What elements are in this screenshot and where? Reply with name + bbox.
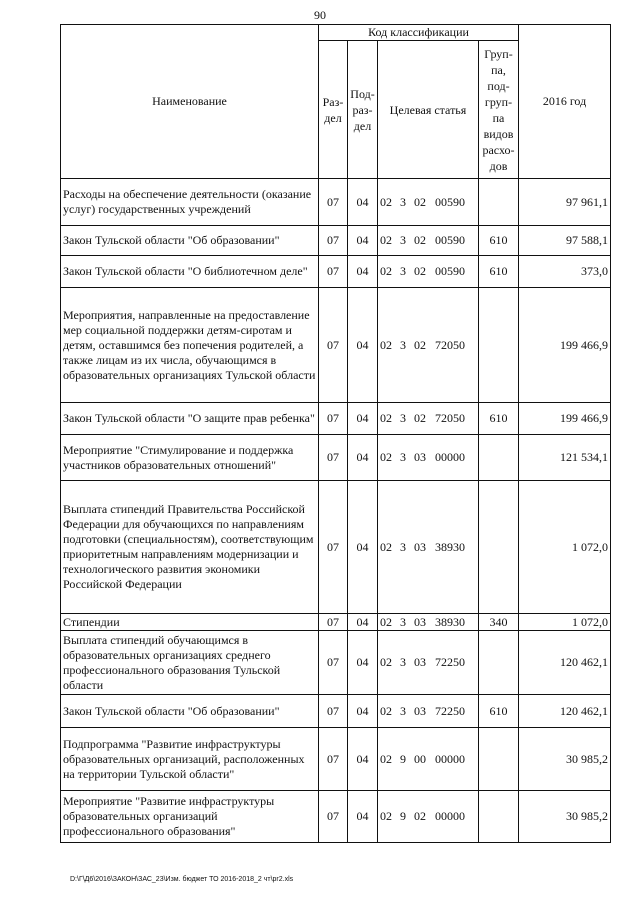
ts-subprogram: 3 (400, 233, 406, 247)
ts-event: 03 (414, 539, 426, 554)
ts-program: 02 (380, 655, 392, 669)
row-name: Мероприятия, направленные на предоставление мер социальной поддержки детям-сиротам и детям, оставшимся без попечения родителей, а также лицам из их числа, обучающимся в образовательных организациях Тульской области (61, 288, 319, 403)
row-name: Стипендии (61, 614, 319, 631)
row-razdel: 07 (319, 614, 348, 631)
table-row (61, 435, 611, 481)
table-row (61, 288, 611, 403)
ts-direction: 00590 (435, 264, 465, 278)
row-celevaya-statya (378, 256, 479, 288)
ts-subprogram: 9 (400, 809, 406, 823)
file-path-footer: D:\Г\Д6\2016\ЗАКОН\ЗАС_23\Изм. бюджет ТО 2016-2018_2 чт\pr2.xls (70, 876, 294, 883)
row-vid-rashodov (479, 435, 519, 481)
ts-subprogram: 3 (400, 194, 406, 209)
table-row (61, 614, 611, 631)
ts-program: 02 (380, 614, 392, 629)
row-name: Расходы на обеспечение деятельности (оказание услуг) государственных учреждений (61, 179, 319, 226)
ts-direction: 72050 (435, 337, 465, 352)
ts-subprogram: 3 (400, 614, 406, 629)
ts-program: 02 (380, 233, 392, 247)
row-vid-rashodov: 610 (479, 256, 519, 288)
row-podrazdel: 04 (348, 481, 378, 614)
row-amount: 30 985,2 (519, 791, 611, 843)
ts-event: 00 (414, 751, 426, 766)
ts-subprogram: 3 (400, 337, 406, 352)
row-name: Выплата стипендий Правительства Российской Федерации для обучающихся по направлениям подготовки (специальностям), соответствующим приоритетным направлениям модернизации и технологического развития экономики Российской Федерации (61, 481, 319, 614)
row-celevaya-statya (378, 631, 479, 695)
ts-program: 02 (380, 264, 392, 278)
row-amount: 199 466,9 (519, 403, 611, 435)
ts-event: 03 (414, 450, 426, 464)
ts-subprogram: 3 (400, 450, 406, 464)
ts-direction: 00590 (435, 233, 465, 247)
header-year: 2016 год (519, 25, 611, 179)
row-razdel: 07 (319, 728, 348, 791)
row-podrazdel: 04 (348, 728, 378, 791)
row-vid-rashodov (479, 288, 519, 403)
row-vid-rashodov (479, 179, 519, 226)
ts-direction: 72250 (435, 703, 465, 718)
ts-program: 02 (380, 194, 392, 209)
ts-event: 02 (414, 809, 426, 823)
row-podrazdel: 04 (348, 179, 378, 226)
row-celevaya-statya (378, 288, 479, 403)
row-podrazdel: 04 (348, 435, 378, 481)
header-row-top (61, 25, 611, 41)
row-podrazdel: 04 (348, 631, 378, 695)
ts-direction: 38930 (435, 614, 465, 629)
ts-subprogram: 9 (400, 751, 406, 766)
ts-program: 02 (380, 337, 392, 352)
row-vid-rashodov: 610 (479, 403, 519, 435)
budget-table (60, 24, 611, 843)
ts-direction: 72050 (435, 411, 465, 425)
table-row (61, 631, 611, 695)
row-vid-rashodov (479, 791, 519, 843)
row-vid-rashodov (479, 481, 519, 614)
row-razdel: 07 (319, 256, 348, 288)
ts-event: 03 (414, 655, 426, 669)
row-celevaya-statya (378, 226, 479, 256)
row-vid-rashodov (479, 728, 519, 791)
row-amount: 121 534,1 (519, 435, 611, 481)
ts-direction: 00000 (435, 751, 465, 766)
header-celevaya-statya: Целевая статья (378, 41, 479, 179)
row-amount: 97 961,1 (519, 179, 611, 226)
row-razdel: 07 (319, 226, 348, 256)
table-body (61, 179, 611, 843)
table-row (61, 695, 611, 728)
row-name: Мероприятие "Развитие инфраструктуры образовательных организаций профессионального образования" (61, 791, 319, 843)
row-celevaya-statya (378, 403, 479, 435)
row-amount: 199 466,9 (519, 288, 611, 403)
ts-event: 03 (414, 703, 426, 718)
row-name: Мероприятие "Стимулирование и поддержка участников образовательных отношений" (61, 435, 319, 481)
table-row (61, 226, 611, 256)
ts-subprogram: 3 (400, 655, 406, 669)
ts-event: 02 (414, 233, 426, 247)
row-vid-rashodov: 340 (479, 614, 519, 631)
header-podrazdel: Под- раз- дел (348, 41, 378, 179)
row-amount: 373,0 (519, 256, 611, 288)
row-name: Подпрограмма "Развитие инфраструктуры образовательных организаций, расположенных на территории Тульской области" (61, 728, 319, 791)
row-name: Выплата стипендий обучающимся в образовательных организациях среднего профессионального образования Тульской области (61, 631, 319, 695)
row-amount: 1 072,0 (519, 481, 611, 614)
table-row (61, 728, 611, 791)
ts-direction: 72250 (435, 655, 465, 669)
ts-subprogram: 3 (400, 264, 406, 278)
table-row (61, 481, 611, 614)
row-razdel: 07 (319, 179, 348, 226)
row-razdel: 07 (319, 481, 348, 614)
table-row (61, 256, 611, 288)
table-row (61, 791, 611, 843)
row-vid-rashodov: 610 (479, 695, 519, 728)
ts-direction: 00590 (435, 194, 465, 209)
row-vid-rashodov (479, 631, 519, 695)
row-podrazdel: 04 (348, 288, 378, 403)
ts-program: 02 (380, 450, 392, 464)
table-row (61, 179, 611, 226)
row-vid-rashodov: 610 (479, 226, 519, 256)
row-razdel: 07 (319, 288, 348, 403)
ts-direction: 00000 (435, 450, 465, 464)
row-celevaya-statya (378, 695, 479, 728)
ts-event: 02 (414, 411, 426, 425)
row-name: Закон Тульской области "Об образовании" (61, 695, 319, 728)
row-razdel: 07 (319, 403, 348, 435)
ts-program: 02 (380, 539, 392, 554)
row-amount: 1 072,0 (519, 614, 611, 631)
ts-event: 02 (414, 337, 426, 352)
ts-program: 02 (380, 809, 392, 823)
row-amount: 30 985,2 (519, 728, 611, 791)
ts-event: 02 (414, 264, 426, 278)
header-gruppa: Груп- па, под- груп- па видов расхо- дов (479, 41, 519, 179)
ts-subprogram: 3 (400, 703, 406, 718)
row-celevaya-statya (378, 614, 479, 631)
row-celevaya-statya (378, 179, 479, 226)
row-razdel: 07 (319, 631, 348, 695)
row-razdel: 07 (319, 791, 348, 843)
row-name: Закон Тульской области "Об образовании" (61, 226, 319, 256)
row-podrazdel: 04 (348, 403, 378, 435)
row-celevaya-statya (378, 728, 479, 791)
row-podrazdel: 04 (348, 791, 378, 843)
header-code-group: Код классификации (319, 25, 519, 41)
row-celevaya-statya (378, 435, 479, 481)
row-podrazdel: 04 (348, 226, 378, 256)
row-amount: 120 462,1 (519, 631, 611, 695)
row-razdel: 07 (319, 695, 348, 728)
header-razdel: Раз- дел (319, 41, 348, 179)
row-name: Закон Тульской области "О библиотечном деле" (61, 256, 319, 288)
ts-program: 02 (380, 751, 392, 766)
row-celevaya-statya (378, 481, 479, 614)
ts-subprogram: 3 (400, 411, 406, 425)
ts-event: 03 (414, 614, 426, 629)
row-podrazdel: 04 (348, 614, 378, 631)
row-name: Закон Тульской области "О защите прав ребенка" (61, 403, 319, 435)
ts-direction: 00000 (435, 809, 465, 823)
ts-program: 02 (380, 703, 392, 718)
ts-event: 02 (414, 194, 426, 209)
table-row (61, 403, 611, 435)
row-podrazdel: 04 (348, 695, 378, 728)
row-celevaya-statya (378, 791, 479, 843)
row-razdel: 07 (319, 435, 348, 481)
page-number: 90 (314, 8, 326, 22)
ts-direction: 38930 (435, 539, 465, 554)
row-podrazdel: 04 (348, 256, 378, 288)
row-amount: 120 462,1 (519, 695, 611, 728)
ts-subprogram: 3 (400, 539, 406, 554)
header-name: Наименование (61, 25, 319, 179)
row-amount: 97 588,1 (519, 226, 611, 256)
ts-program: 02 (380, 411, 392, 425)
